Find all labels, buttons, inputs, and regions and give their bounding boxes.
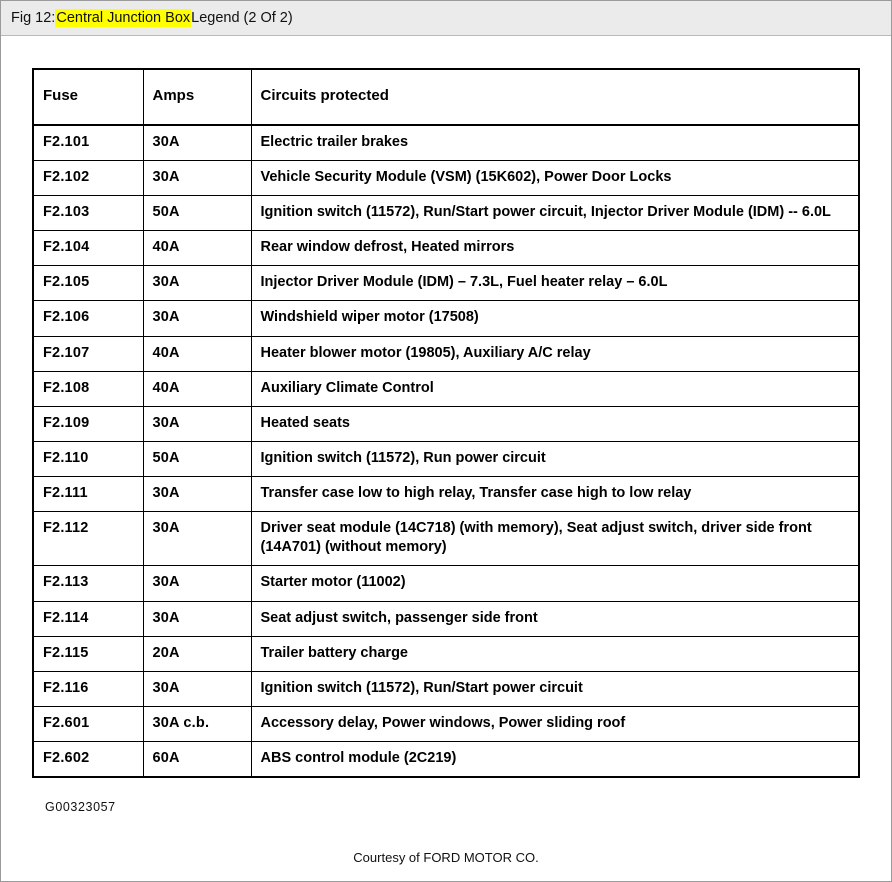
cell-circuits: Injector Driver Module (IDM) – 7.3L, Fuel heater relay – 6.0L xyxy=(251,266,859,301)
column-header-amps: Amps xyxy=(143,69,251,125)
figure-code: G00323057 xyxy=(45,800,116,815)
table-row xyxy=(33,196,859,231)
courtesy-note: Courtesy of FORD MOTOR CO. xyxy=(353,850,539,866)
cell-amps: 50A xyxy=(143,441,251,476)
table-row xyxy=(33,636,859,671)
column-header-circuits: Circuits protected xyxy=(251,69,859,125)
table-row xyxy=(33,371,859,406)
cell-amps: 30A xyxy=(143,671,251,706)
cell-circuits: Auxiliary Climate Control xyxy=(251,371,859,406)
cell-fuse: F2.601 xyxy=(33,706,143,741)
cell-fuse: F2.101 xyxy=(33,125,143,161)
cell-fuse: F2.112 xyxy=(33,512,143,566)
cell-fuse: F2.115 xyxy=(33,636,143,671)
cell-amps: 40A xyxy=(143,336,251,371)
table-row xyxy=(33,441,859,476)
cell-fuse: F2.109 xyxy=(33,406,143,441)
cell-amps: 30A xyxy=(143,477,251,512)
cell-amps: 30A xyxy=(143,406,251,441)
figure-body xyxy=(1,36,891,865)
table-header-row xyxy=(33,69,859,125)
table-row xyxy=(33,512,859,566)
cell-fuse: F2.103 xyxy=(33,196,143,231)
column-header-fuse: Fuse xyxy=(33,69,143,125)
table-row xyxy=(33,601,859,636)
cell-amps: 50A xyxy=(143,196,251,231)
table-row xyxy=(33,160,859,195)
cell-amps: 30A xyxy=(143,266,251,301)
cell-amps: 40A xyxy=(143,231,251,266)
cell-amps: 30A xyxy=(143,301,251,336)
cell-circuits: Heated seats xyxy=(251,406,859,441)
cell-amps: 30A xyxy=(143,601,251,636)
cell-circuits: ABS control module (2C219) xyxy=(251,742,859,778)
table-row xyxy=(33,301,859,336)
cell-fuse: F2.108 xyxy=(33,371,143,406)
cell-circuits: Trailer battery charge xyxy=(251,636,859,671)
cell-amps: 30A xyxy=(143,512,251,566)
cell-circuits: Ignition switch (11572), Run/Start power circuit, Injector Driver Module (IDM) -- 6.0L xyxy=(251,196,859,231)
cell-fuse: F2.113 xyxy=(33,566,143,601)
cell-circuits: Heater blower motor (19805), Auxiliary A/C relay xyxy=(251,336,859,371)
cell-amps: 30A xyxy=(143,566,251,601)
cell-circuits: Ignition switch (11572), Run power circuit xyxy=(251,441,859,476)
table-row xyxy=(33,706,859,741)
cell-circuits: Starter motor (11002) xyxy=(251,566,859,601)
cell-amps: 20A xyxy=(143,636,251,671)
cell-circuits: Electric trailer brakes xyxy=(251,125,859,161)
caption-highlight: Central Junction Box xyxy=(56,10,191,26)
table-row xyxy=(33,566,859,601)
table-row xyxy=(33,125,859,161)
cell-circuits: Driver seat module (14C718) (with memory), Seat adjust switch, driver side front (14A701) (without memory) xyxy=(251,512,859,566)
cell-circuits: Transfer case low to high relay, Transfer case high to low relay xyxy=(251,477,859,512)
cell-circuits: Accessory delay, Power windows, Power sliding roof xyxy=(251,706,859,741)
cell-amps: 60A xyxy=(143,742,251,778)
table-row xyxy=(33,266,859,301)
cell-fuse: F2.104 xyxy=(33,231,143,266)
caption-prefix: Fig 12: xyxy=(11,10,56,26)
cell-amps: 40A xyxy=(143,371,251,406)
table-row xyxy=(33,406,859,441)
cell-fuse: F2.111 xyxy=(33,477,143,512)
figure-caption-bar xyxy=(1,1,891,36)
table-row xyxy=(33,742,859,778)
caption-suffix: Legend (2 Of 2) xyxy=(191,10,293,26)
cell-fuse: F2.116 xyxy=(33,671,143,706)
cell-fuse: F2.106 xyxy=(33,301,143,336)
cell-circuits: Vehicle Security Module (VSM) (15K602), Power Door Locks xyxy=(251,160,859,195)
cell-fuse: F2.107 xyxy=(33,336,143,371)
cell-fuse: F2.102 xyxy=(33,160,143,195)
table-row xyxy=(33,477,859,512)
cell-circuits: Rear window defrost, Heated mirrors xyxy=(251,231,859,266)
cell-fuse: F2.110 xyxy=(33,441,143,476)
cell-fuse: F2.114 xyxy=(33,601,143,636)
fuse-legend-table xyxy=(32,68,860,778)
cell-circuits: Seat adjust switch, passenger side front xyxy=(251,601,859,636)
cell-amps: 30A xyxy=(143,160,251,195)
table-row xyxy=(33,231,859,266)
cell-fuse: F2.105 xyxy=(33,266,143,301)
cell-circuits: Ignition switch (11572), Run/Start power circuit xyxy=(251,671,859,706)
table-row xyxy=(33,671,859,706)
cell-circuits: Windshield wiper motor (17508) xyxy=(251,301,859,336)
cell-amps: 30A c.b. xyxy=(143,706,251,741)
cell-amps: 30A xyxy=(143,125,251,161)
cell-fuse: F2.602 xyxy=(33,742,143,778)
table-row xyxy=(33,336,859,371)
